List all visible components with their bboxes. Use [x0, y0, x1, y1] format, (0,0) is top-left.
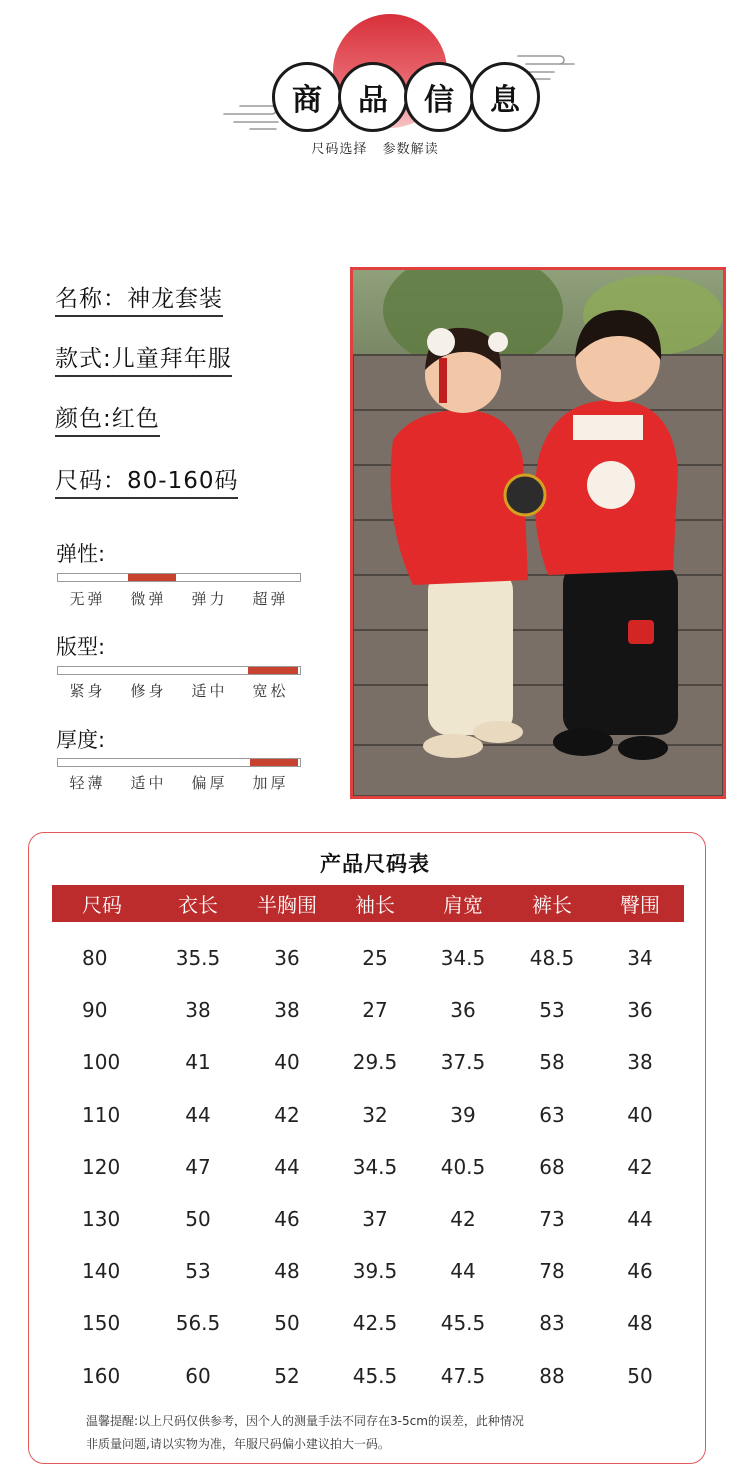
- table-cell: 53: [539, 998, 565, 1023]
- elasticity-scale: [57, 573, 301, 582]
- table-cell: 50: [274, 1311, 300, 1336]
- elasticity-scale-fill: [128, 574, 176, 581]
- elasticity-label: 无弹: [69, 590, 106, 608]
- table-cell: 48: [274, 1259, 300, 1284]
- table-cell: 63: [539, 1102, 565, 1127]
- table-cell: 36: [627, 998, 653, 1023]
- table-cell: 46: [627, 1259, 653, 1284]
- product-name: 名称：神龙套装: [55, 280, 223, 317]
- table-cell: 44: [274, 1154, 300, 1179]
- table-cell: 38: [185, 998, 211, 1023]
- table-cell: 140: [82, 1259, 121, 1284]
- elasticity-label: 弹力: [191, 590, 228, 608]
- subtitle-param-read: 参数解读: [382, 142, 439, 157]
- size-note: [86, 1410, 606, 1456]
- fit-label: 宽松: [252, 682, 289, 700]
- elasticity-title: 弹性:: [56, 542, 106, 566]
- title-char-4: 息: [470, 62, 540, 132]
- table-cell: 37.5: [440, 1050, 486, 1075]
- table-cell: 68: [539, 1154, 565, 1179]
- thickness-label: 偏厚: [191, 774, 228, 792]
- table-cell: 56.5: [175, 1311, 221, 1336]
- table-cell: 37: [362, 1207, 388, 1232]
- fit-label: 适中: [191, 682, 228, 700]
- fit-title: 版型:: [56, 635, 106, 659]
- table-row: [52, 1350, 684, 1402]
- table-cell: 39: [450, 1102, 476, 1127]
- header-cell: 半胸围: [257, 893, 317, 917]
- size-note-line-2: 非质量问题,请以实物为准，年服尺码偏小建议拍大一码。: [86, 1437, 390, 1451]
- table-cell: 120: [82, 1154, 121, 1179]
- header-cell: 尺码: [82, 893, 122, 917]
- size-table-body: [52, 932, 684, 1402]
- table-row: [52, 1245, 684, 1297]
- table-row: [52, 932, 684, 984]
- table-cell: 40: [274, 1050, 300, 1075]
- fit-scale-fill: [248, 667, 298, 674]
- title-char-3: 信: [404, 62, 474, 132]
- table-cell: 45.5: [352, 1363, 398, 1388]
- table-cell: 50: [627, 1363, 653, 1388]
- title-char-1: 商: [272, 62, 342, 132]
- fit-label: 修身: [130, 682, 167, 700]
- table-cell: 150: [82, 1311, 121, 1336]
- section-title: [272, 62, 540, 132]
- header-cell: 裤长: [532, 893, 572, 917]
- table-cell: 110: [82, 1102, 121, 1127]
- product-color: 颜色:红色: [55, 400, 160, 437]
- elasticity-label: 微弹: [130, 590, 167, 608]
- header-cell: 袖长: [355, 893, 395, 917]
- table-cell: 41: [185, 1050, 211, 1075]
- table-cell: 52: [274, 1363, 300, 1388]
- table-cell: 35.5: [175, 946, 221, 971]
- thickness-label: 轻薄: [69, 774, 106, 792]
- table-cell: 58: [539, 1050, 565, 1075]
- header-cell: 臀围: [620, 893, 660, 917]
- table-cell: 44: [450, 1259, 476, 1284]
- table-cell: 100: [82, 1050, 121, 1075]
- header-section: [0, 0, 750, 200]
- table-cell: 50: [185, 1207, 211, 1232]
- size-table-header: [52, 885, 684, 922]
- table-cell: 44: [627, 1207, 653, 1232]
- table-row: [52, 1036, 684, 1088]
- table-cell: 27: [362, 998, 388, 1023]
- product-size-range: 尺码：80-160码: [55, 462, 238, 499]
- header-cell: 肩宽: [443, 893, 483, 917]
- table-cell: 53: [185, 1259, 211, 1284]
- table-cell: 44: [185, 1102, 211, 1127]
- table-cell: 34: [627, 946, 653, 971]
- subtitle-size-select: 尺码选择: [311, 142, 368, 157]
- header-cell: 衣长: [178, 893, 218, 917]
- thickness-scale-fill: [250, 759, 298, 766]
- table-cell: 160: [82, 1363, 121, 1388]
- table-cell: 42: [274, 1102, 300, 1127]
- size-note-line-1: 温馨提醒:以上尺码仅供参考，因个人的测量手法不同存在3-5cm的误差，此种情况: [86, 1414, 524, 1428]
- table-row: [52, 1193, 684, 1245]
- table-cell: 90: [82, 998, 108, 1023]
- thickness-label: 适中: [130, 774, 167, 792]
- elasticity-label: 超弹: [252, 590, 289, 608]
- thickness-labels: [57, 772, 301, 793]
- table-row: [52, 1089, 684, 1141]
- thickness-title: 厚度:: [56, 728, 106, 752]
- table-cell: 40.5: [440, 1154, 486, 1179]
- thickness-scale: [57, 758, 301, 767]
- table-cell: 29.5: [352, 1050, 398, 1075]
- table-cell: 60: [185, 1363, 211, 1388]
- table-cell: 42.5: [352, 1311, 398, 1336]
- fit-scale: [57, 666, 301, 675]
- fit-labels: [57, 680, 301, 701]
- product-style: 款式:儿童拜年服: [55, 340, 232, 377]
- table-cell: 36: [450, 998, 476, 1023]
- elasticity-labels: [57, 588, 301, 609]
- table-cell: 38: [627, 1050, 653, 1075]
- table-cell: 47.5: [440, 1363, 486, 1388]
- table-cell: 39.5: [352, 1259, 398, 1284]
- table-cell: 130: [82, 1207, 121, 1232]
- title-char-2: 品: [338, 62, 408, 132]
- table-cell: 48: [627, 1311, 653, 1336]
- table-cell: 42: [450, 1207, 476, 1232]
- section-subtitle: [0, 138, 750, 157]
- table-cell: 88: [539, 1363, 565, 1388]
- product-photo: [350, 267, 726, 799]
- table-cell: 80: [82, 946, 108, 971]
- table-cell: 46: [274, 1207, 300, 1232]
- table-cell: 36: [274, 946, 300, 971]
- fit-label: 紧身: [69, 682, 106, 700]
- table-row: [52, 1141, 684, 1193]
- table-cell: 83: [539, 1311, 565, 1336]
- table-row: [52, 1297, 684, 1349]
- table-cell: 45.5: [440, 1311, 486, 1336]
- table-cell: 32: [362, 1102, 388, 1127]
- table-cell: 40: [627, 1102, 653, 1127]
- table-cell: 34.5: [352, 1154, 398, 1179]
- table-cell: 25: [362, 946, 388, 971]
- table-cell: 47: [185, 1154, 211, 1179]
- table-cell: 34.5: [440, 946, 486, 971]
- table-cell: 48.5: [529, 946, 575, 971]
- table-row: [52, 984, 684, 1036]
- size-table-title: 产品尺码表: [320, 852, 430, 876]
- thickness-label: 加厚: [252, 774, 289, 792]
- kids-photo-illustration: [353, 270, 723, 796]
- table-cell: 73: [539, 1207, 565, 1232]
- table-cell: 38: [274, 998, 300, 1023]
- table-cell: 42: [627, 1154, 653, 1179]
- table-cell: 78: [539, 1259, 565, 1284]
